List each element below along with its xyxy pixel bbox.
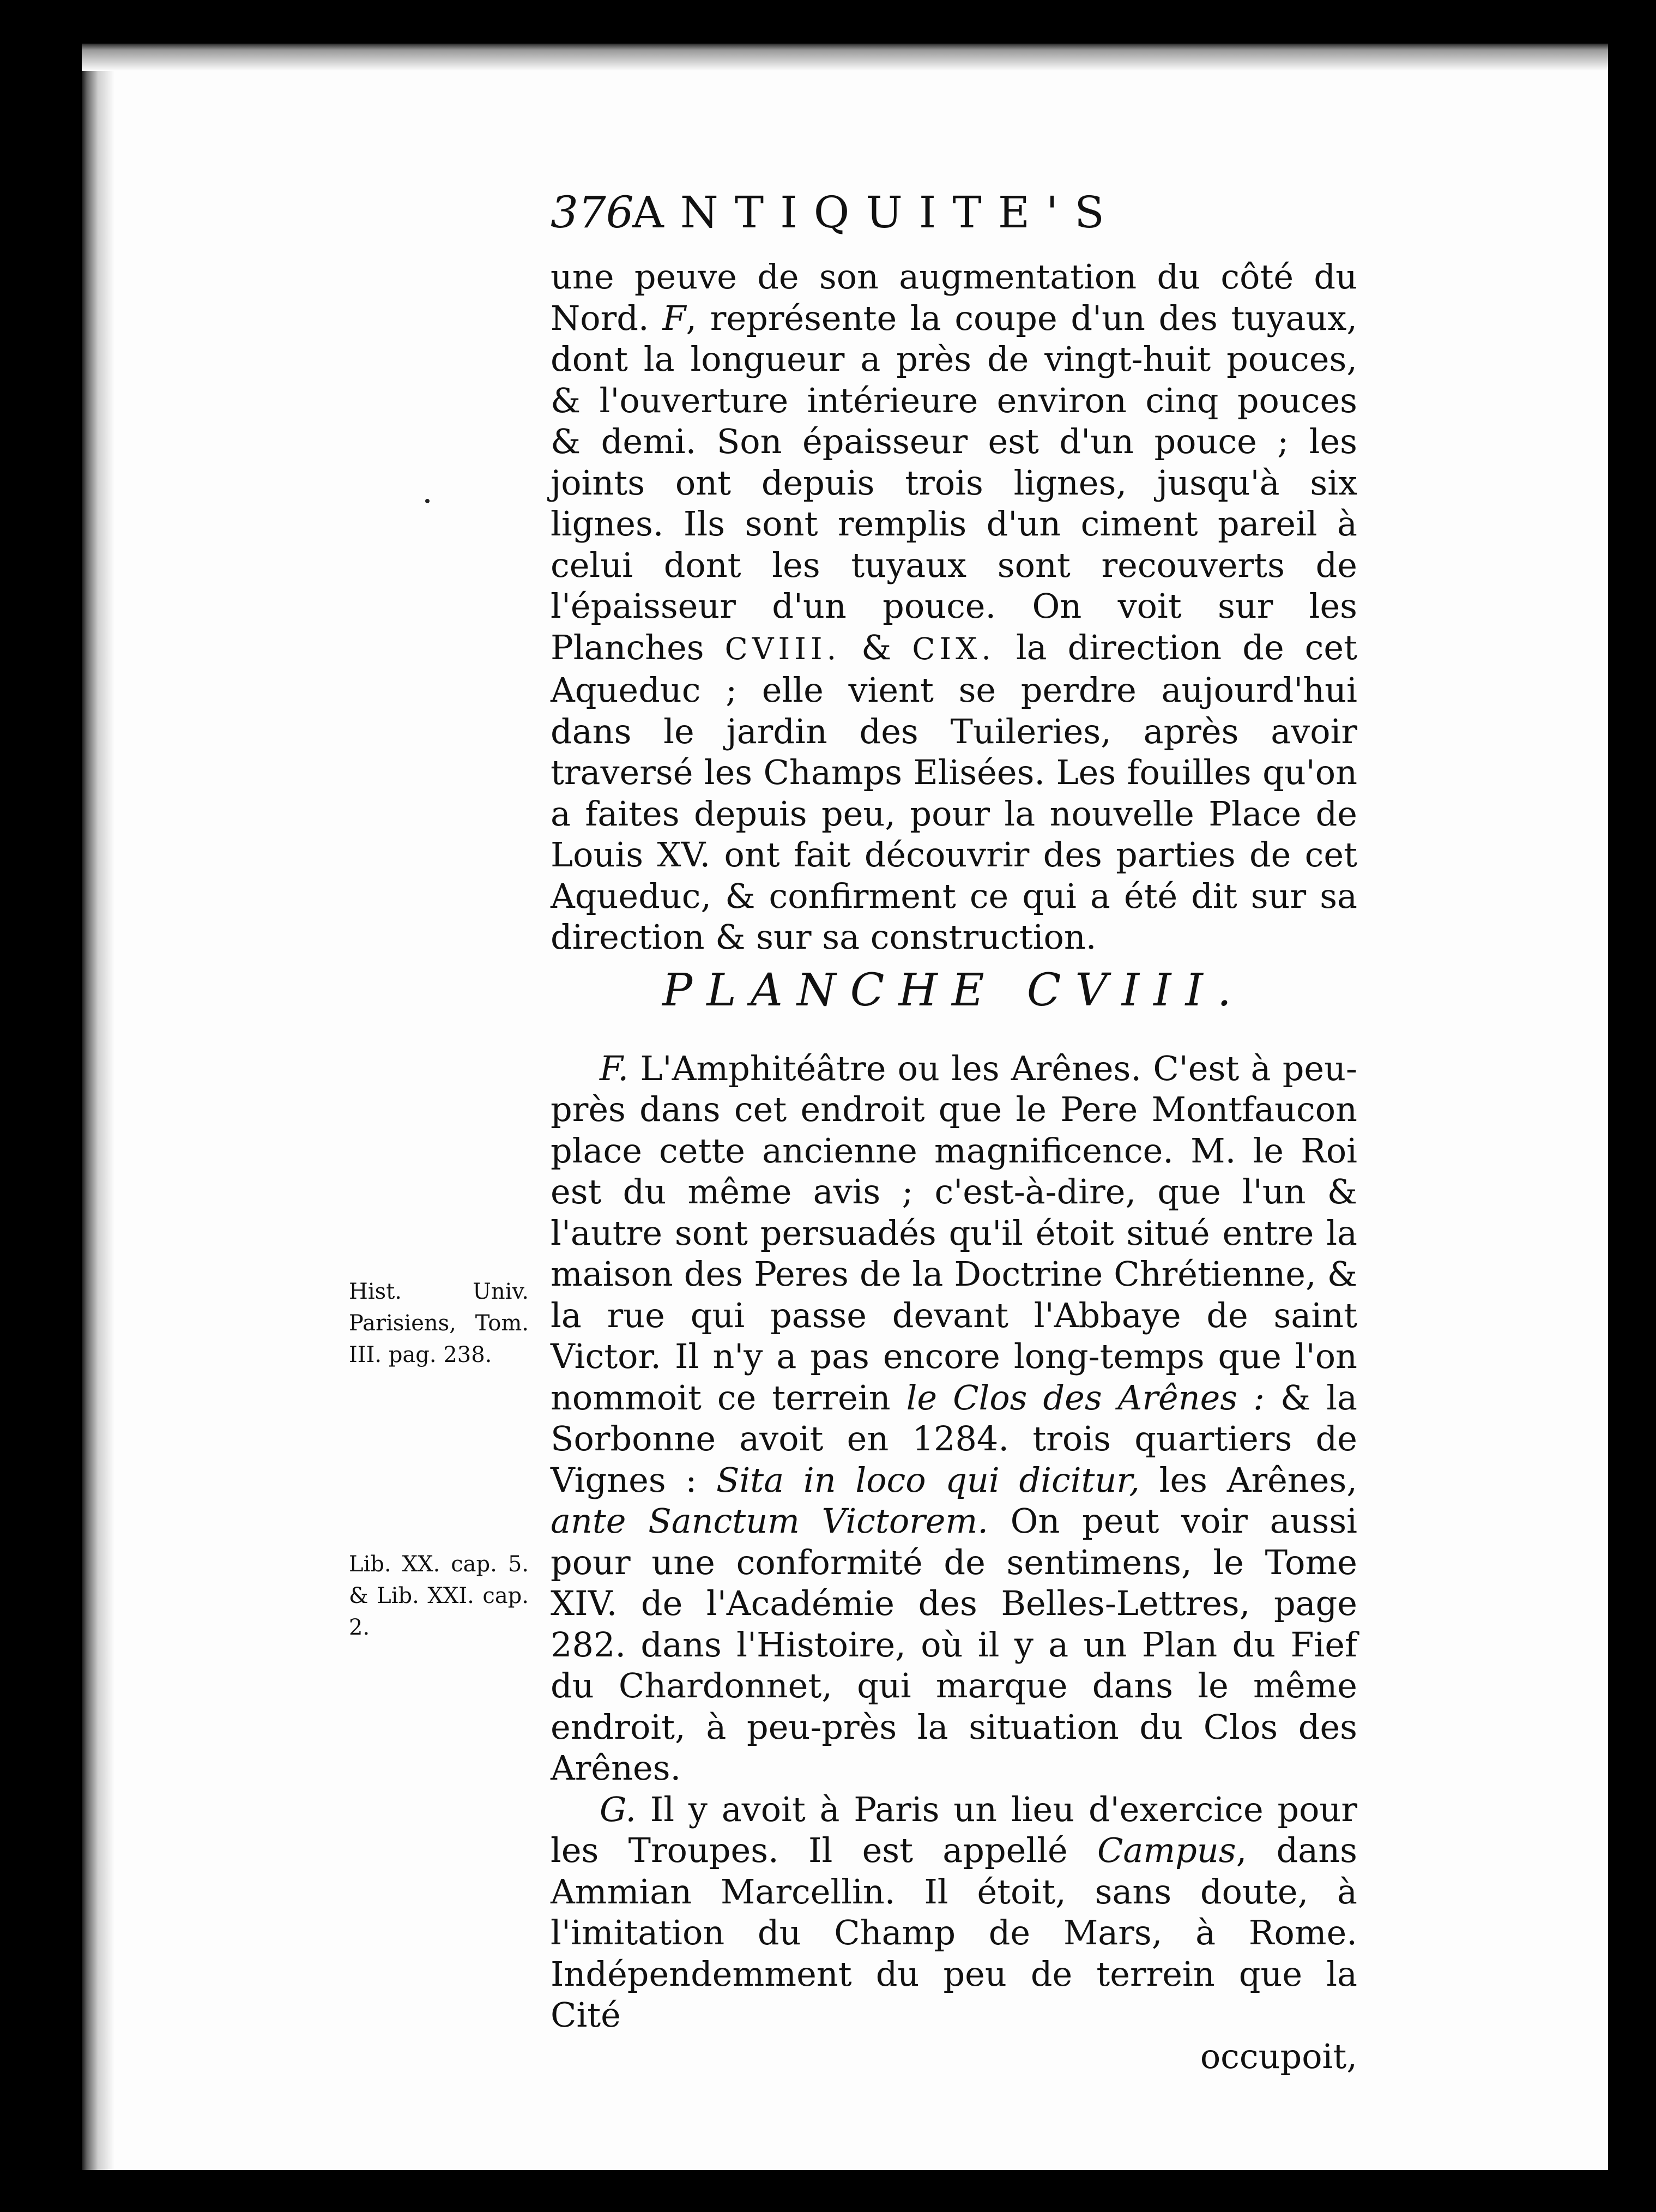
text-run: On peut voir aussi pour une conformité de sentimens, le Tome XIV. de l'Académie des Belles-Lettres, page 282. dans l'Histoire, où il y a un Plan du Fief du Chardonnet, qui marque dans le même endroit, à peu-près la situation du Clos des Arênes. bbox=[551, 1501, 1357, 1788]
text-run: les Arênes, bbox=[1139, 1460, 1357, 1500]
italic-run: ante Sanctum Victorem. bbox=[551, 1501, 988, 1541]
text-run: , représente la coupe d'un des tuyaux, dont la longueur a près de vingt-huit pouces, & l'ouverture intérieure environ cinq pouces & demi. Son épaisseur est d'un pouce ; les joints ont depuis trois lignes, jusqu'à six lignes. Ils sont remplis d'un ciment pareil à celui dont les tuyaux sont recouverts de l'épaisseur d'un pouce. On voit sur les Planches bbox=[551, 298, 1357, 667]
catchword: occupoit, bbox=[1200, 2036, 1357, 2076]
page-header bbox=[551, 164, 1374, 256]
paragraph-amphitheatre bbox=[551, 1048, 1357, 1789]
main-text bbox=[551, 256, 1357, 2077]
plate-ref: CIX. bbox=[912, 631, 995, 666]
text-run: , dans Ammian Marcellin. Il étoit, sans doute, à l'imitation du Champ de Mars, à Rome. Indépendemment du peu de terrein que la Cité bbox=[551, 1830, 1357, 2035]
italic-run: F bbox=[662, 298, 686, 338]
text-run: & la Sorbonne avoit en 1284. trois quartiers de Vignes : bbox=[551, 1377, 1357, 1500]
item-letter: G. bbox=[600, 1789, 637, 1829]
text-run: Il y avoit à Paris un lieu d'exercice pour les Troupes. Il est appellé bbox=[551, 1789, 1357, 1870]
marginal-note: Lib. XX. cap. 5. & Lib. XXI. cap. 2. bbox=[349, 1552, 529, 1640]
italic-run: Sita in loco qui dicitur, bbox=[716, 1460, 1140, 1500]
plate-heading: PLANCHE CVIII. bbox=[662, 964, 1246, 1016]
text-run: & bbox=[841, 627, 912, 667]
paragraph-aqueduct bbox=[551, 256, 1357, 958]
marginal-note: Hist. Univ. Parisiens, Tom. III. pag. 238. bbox=[349, 1279, 529, 1367]
item-letter: F. bbox=[600, 1048, 629, 1088]
paragraph-campus bbox=[551, 1789, 1357, 2036]
binding-shadow bbox=[82, 44, 114, 2170]
ink-speck bbox=[425, 499, 430, 503]
text-run: la direction de cet Aqueduc ; elle vient se perdre aujourd'hui dans le jardin des Tuileries, après avoir traversé les Champs Elisées. Les fouilles qu'on a faites depuis peu, pour la nouvelle Place de Louis XV. ont fait découvrir des parties de cet Aqueduc, & confirment ce qui a été dit sur sa direction & sur sa construction. bbox=[551, 627, 1357, 957]
text-run: une peuve de son augmentation du côté du Nord. bbox=[551, 257, 1357, 338]
page-number: 376 bbox=[551, 187, 634, 238]
italic-run: Campus bbox=[1097, 1830, 1236, 1870]
top-edge-shadow bbox=[82, 44, 1608, 71]
running-title: ANTIQUITE'S bbox=[632, 187, 1121, 238]
plate-ref: CVIII. bbox=[724, 631, 841, 666]
italic-run: le Clos des Arênes : bbox=[906, 1377, 1265, 1418]
text-run: L'Amphitéâtre ou les Arênes. C'est à peu-près dans cet endroit que le Pere Montfaucon place cette ancienne magnificence. M. le Roi est du même avis ; c'est-à-dire, que l'un & l'autre sont persuadés qu'il étoit situé entre la maison des Peres de la Doctrine Chrétienne, & la rue qui passe devant l'Abbaye de saint Victor. Il n'y a pas encore long-temps que l'on nommoit ce terrein bbox=[551, 1048, 1357, 1418]
